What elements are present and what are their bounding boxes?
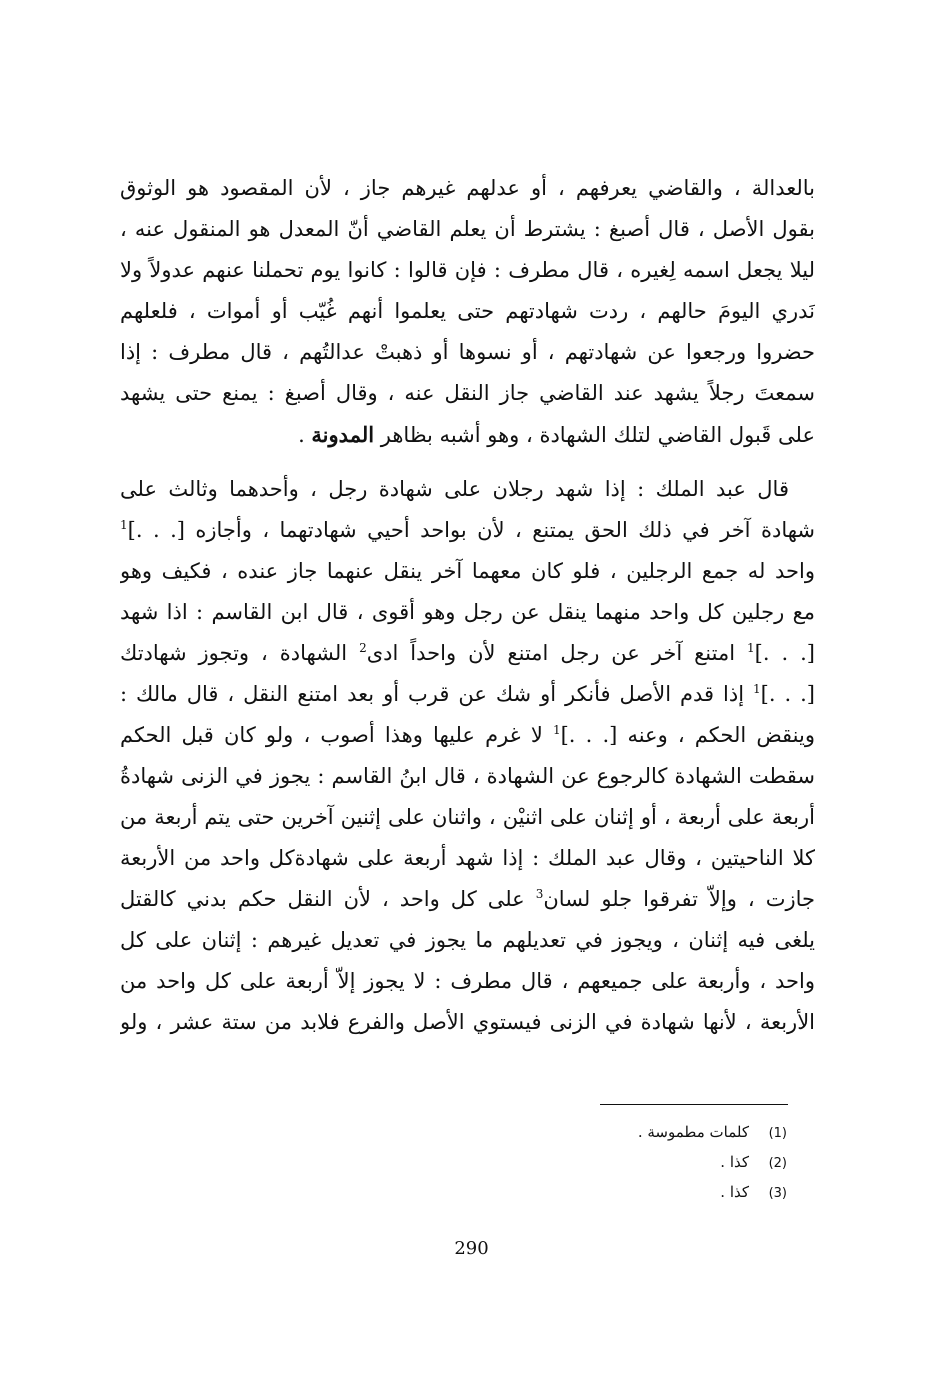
text-line: سقطت الشهادة كالرجوع عن الشهادة ، قال ابنُ القاسم : يجوز في الزنى شهادةُ — [120, 764, 815, 788]
text-segment: وينقض الحكم ، وعنه [. . .] — [560, 723, 815, 747]
text-line — [120, 633, 815, 674]
footnote-divider — [600, 1104, 788, 1105]
footnote-number: (3) — [768, 1186, 787, 1201]
text-line: نَدري اليومَ حالهم ، ردت شهادتهم حتى يعلموا أنهم غُيّب أو أموات ، فلعلهم — [120, 299, 815, 323]
footnote-ref: 1 — [753, 682, 761, 696]
footnote-number: (1) — [768, 1126, 787, 1141]
text-line: بقول الأصل ، قال أصبغ : يشترط أن يعلم القاضي أنّ المعدل هو المنقول عنه ، — [120, 217, 815, 241]
footnote-item — [387, 1148, 787, 1178]
text-segment: [. . .] — [754, 641, 815, 665]
text-segment: على كل واحد ، لأن النقل حكم بدني كالقتل — [120, 887, 536, 911]
paragraph-1 — [120, 168, 815, 455]
text-line: قال عبد الملك : إذا شهد رجلان على شهادة رجل ، وأحدهما وثالث على — [120, 477, 789, 501]
text-segment: . — [298, 423, 312, 447]
text-segment: شهادة آخر في ذلك الحق يمتنع ، لأن بواحد أحيي شهادتهما ، وأجازه [. . .] — [127, 518, 815, 542]
footnote-item — [387, 1178, 787, 1208]
text-line: يلغى فيه إثنان ، ويجوز في تعديلهم ما يجوز في تعديل غيرهم : إثنان على كل — [120, 928, 815, 952]
text-line: أربعة على أربعة ، أو إثنان على اثنيْن ، واثنان على إثنين آخرين حتى يتم أربعة من — [120, 805, 815, 829]
text-line: الأربعة ، لأنها شهادة في الزنى فيستوي الأصل والفرع فلابد من ستة عشر ، ولو — [120, 1010, 815, 1034]
footnote-ref: 1 — [120, 518, 128, 532]
paragraph-2 — [120, 469, 815, 1043]
text-line: سمعتَ رجلاً يشهد عند القاضي جاز النقل عنه ، وقال أصبغ : يمنع حتى يشهد — [120, 381, 815, 405]
text-line — [120, 414, 815, 455]
footnotes — [387, 1118, 787, 1208]
bold-term: المدونة — [311, 422, 375, 447]
text-line: ليلا يجعل اسمه لِغيره ، قال مطرف : فإن قالوا : كانوا يوم تحملنا عنهم عدولاً ولا — [120, 258, 815, 282]
text-line — [120, 510, 815, 551]
page-number: 290 — [454, 1238, 489, 1259]
footnote-item — [387, 1118, 787, 1148]
footnote-ref: 3 — [535, 887, 544, 901]
text-line: واحد ، وأربعة على جميعهم ، قال مطرف : لا يجوز إلاّ أربعة على كل واحد من — [120, 969, 815, 993]
text-line: بالعدالة ، والقاضي يعرفهم ، أو عدلهم غيرهم جاز ، لأن المقصود هو الوثوق — [120, 176, 815, 200]
text-segment: امتنع آخر عن رجل امتنع لأن واحداً ادى — [366, 641, 748, 665]
text-segment: الشهادة ، وتجوز شهادتك — [120, 641, 360, 665]
text-segment: [. . .] — [760, 682, 815, 706]
text-segment: إذا قدم الأصل فأنكر أو شك عن قرب أو بعد امتنع النقل ، قال مالك : — [120, 682, 754, 706]
text-line: مع رجلين كل واحد منهما ينقل عن رجل وهو أقوى ، قال ابن القاسم : اذا شهد — [120, 600, 815, 624]
text-line: واحد له جمع الرجلين ، فلو كان معهما آخر ينقل عنهما جاز عنده ، فكيف وهو — [120, 559, 815, 583]
text-line — [120, 715, 815, 756]
text-segment: جازت ، وإلاّ تفرقوا جلو لسان — [543, 887, 815, 911]
footnote-text: كلمات مطموسة . — [637, 1123, 749, 1141]
text-line — [120, 879, 815, 920]
footnote-ref: 1 — [552, 723, 561, 737]
text-segment: على قَبول القاضي لتلك الشهادة ، وهو أشبه بظاهر — [374, 423, 815, 447]
text-line: كلا الناحيتين ، وقال عبد الملك : إذا شهد أربعة على شهادةكل واحد من الأربعة — [120, 846, 815, 870]
main-text — [120, 168, 815, 1043]
footnote-text: كذا . — [720, 1153, 749, 1171]
footnote-ref: 1 — [747, 641, 755, 655]
footnote-number: (2) — [768, 1156, 787, 1171]
footnote-ref: 2 — [359, 641, 367, 655]
footnote-text: كذا . — [720, 1183, 749, 1201]
text-segment: لا غرم عليها وهذا أصوب ، ولو كان قبل الحكم — [120, 723, 553, 747]
text-line: حضروا ورجعوا عن شهادتهم ، أو نسوها أو ذهبتْ عدالتُهم ، قال مطرف : إذا — [120, 340, 815, 364]
text-line — [120, 674, 815, 715]
